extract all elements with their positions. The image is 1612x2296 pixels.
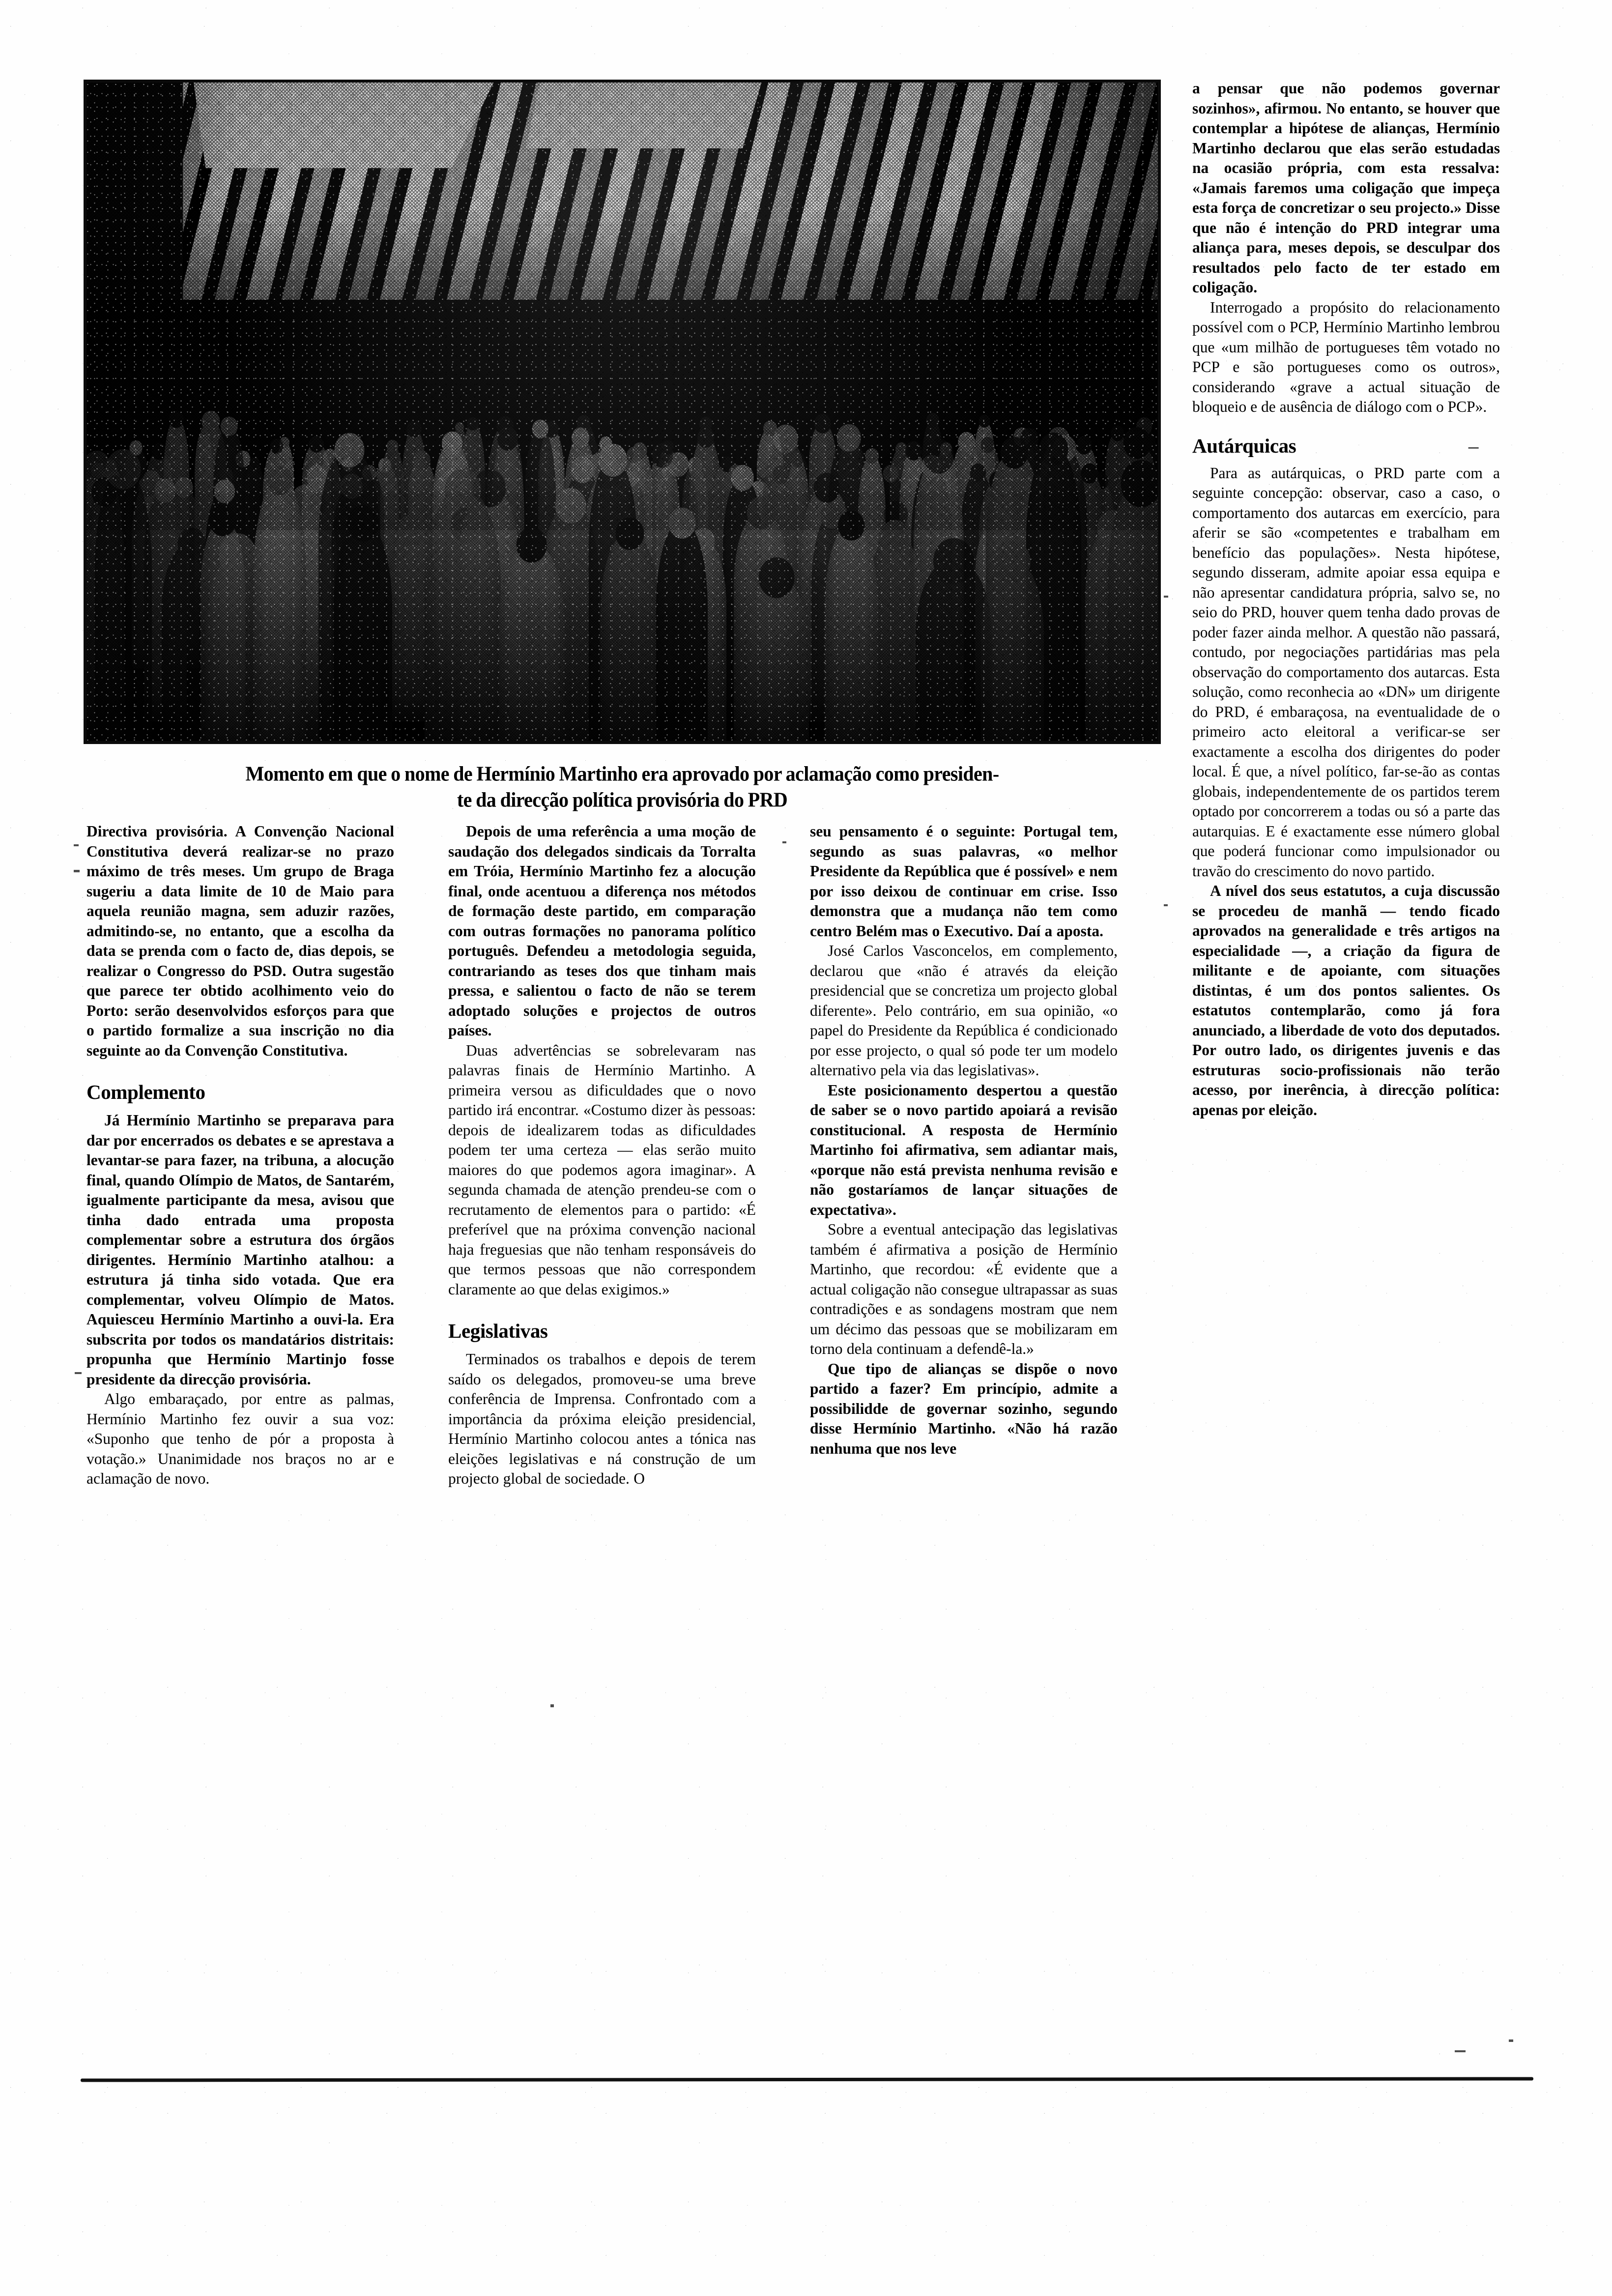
section-heading <box>448 1319 756 1343</box>
section-heading-label: Autárquicas <box>1192 434 1296 457</box>
body-paragraph: Já Hermínio Martinho se preparava para dar por encerrados os debates e se aprestava a levantar-se para fazer, na tribuna, a alocução final, quando Olímpio de Matos, de Santarém, igualmente participante da mesa, avisou que tinha dado entrada uma proposta complementar sobre a estrutura dos órgãos dirigentes. Hermínio Martinho atalhou: a estrutura já tinha sido votada. Que era complementar, volveu Olímpio de Matos. Aquiesceu Hermínio Martinho a ouvi-la. Era subscrita por todos os mandatários distritais: propunha que Hermínio Martinjo fosse presidente da direcção provisória. <box>86 1112 394 1388</box>
body-paragraph: Duas advertências se sobrelevaram nas palavras finais de Hermínio Martinho. A primeira versou as dificuldades que o novo partido irá encontrar. «Costumo dizer às pessoas: depois de idealizarem todas as dificuldades podem ter uma certeza — elas serão muito maiores do que podemos agora imaginar». A segunda chamada de atenção prendeu-se com o recrutamento de elementos para o partido: «É preferível que na próxima convenção nacional haja freguesias que não tenham responsáveis do que termos pessoas que não correspondem claramente ao que delas exigimos.» <box>448 1041 756 1298</box>
article-column-4 <box>1192 79 1500 1120</box>
scan-artifact <box>550 1704 554 1707</box>
scan-artifact <box>74 844 79 846</box>
body-paragraph: Algo embaraçado, por entre as palmas, Hermínio Martinho fez ouvir a sua voz: «Suponho que tenho de pór a proposta à votação.» Unanimidade nos braços no ar e aclamação de novo. <box>86 1390 394 1487</box>
body-paragraph: A nível dos seus estatutos, a cuja discussão se procedeu de manhã — tendo ficado aprovados na generalidade e três artigos na especialidade —, a criação da figura de militante e de apoiante, com situações distintas, é um dos pontos salientes. Os estatutos contemplarão, como já fora anunciado, a liberdade de voto dos deputados. Por outro lado, os dirigentes juvenis e das estruturas socio-profissionais não terão acesso, por inerência, à direcção política: apenas por eleição. <box>1192 882 1500 1119</box>
body-paragraph: Interrogado a propósito do relacionamento possível com o PCP, Hermínio Martinho lembrou que «um milhão de portugueses têm votado no PCP e são portugueses como os outros», considerando «grave a actual situação de bloqueio e de ausência de diálogo com o PCP». <box>1192 298 1500 415</box>
column-1 <box>86 822 394 2050</box>
scan-artifact <box>1509 2039 1513 2042</box>
scan-artifact <box>1164 596 1168 598</box>
scan-artifact <box>782 841 786 843</box>
body-paragraph: Terminados os trabalhos e depois de terem saído os delegados, promoveu-se uma breve conferência de Imprensa. Confrontado com a importância da próxima eleição presidencial, Hermínio Martinho colocou antes a tónica nas eleições legislativas e ná construção de um projecto global de sociedade. O <box>448 1350 756 1487</box>
photo-caption <box>86 761 1158 813</box>
heading-trailing-mark: – <box>1468 434 1478 457</box>
body-paragraph: seu pensamento é o seguinte: Portugal tem, segundo as suas palavras, «o melhor Presidente da República que é possível» e nem por isso deixou de continuar em crise. Isso demonstra que a mudança não tem como centro Belém mas o Executivo. Daí a aposta. <box>810 823 1118 940</box>
caption-line-1: Momento em que o nome de Hermínio Martinho era aprovado por aclamação como presiden- <box>245 762 999 785</box>
scan-artifact <box>1164 904 1168 906</box>
section-heading-label: Legislativas <box>448 1320 548 1342</box>
scan-artifact <box>74 870 80 872</box>
caption-line-2: te da direcção política provisória do PRD <box>457 788 788 811</box>
body-paragraph: Depois de uma referência a uma moção de saudação dos delegados sindicais da Torralta em Tróia, Hermínio Martinho fez a alocução final, onde acentuou a diferença nos métodos de formação deste partido, em comparação com outras formações no panorama político português. Defendeu a metodologia seguida, contrariando as teses dos que tinham mais pressa, e salientou o facto de não se terem adoptado soluções e projectos de outros países. <box>448 823 756 1039</box>
scan-artifact <box>1455 2050 1466 2052</box>
body-paragraph: Que tipo de alianças se dispõe o novo partido a fazer? Em princípio, admite a possibilidde de governar sozinho, segundo disse Hermínio Martinho. «Não há razão nenhuma que nos leve <box>810 1360 1118 1457</box>
body-paragraph: Este posicionamento despertou a questão de saber se o novo partido apoiará a revisão constitucional. A resposta de Hermínio Martinho foi afirmativa, sem adiantar mais, «porque não está prevista nenhuma revisão e não gostaríamos de lançar situações de expectativa». <box>810 1081 1118 1218</box>
bottom-rule <box>81 2077 1533 2082</box>
body-paragraph: José Carlos Vasconcelos, em complemento, declarou que «não é através da eleição presidencial que se concretiza um projecto global diferente». Pelo contrário, em sua opinião, «o papel do Presidente da República é condicionado por esse projecto, o qual só pode ter um modelo alternativo pela via das legislativas». <box>810 942 1118 1079</box>
body-paragraph: Para as autárquicas, o PRD parte com a seguinte concepção: observar, caso a caso, o comportamento dos autarcas em exercício, para aferir se são «competentes e trabalham em benefício das populações». Nesta hipótese, segundo disseram, admite apoiar essa equipa e não apresentar candidatura própria, salvo se, no seio do PRD, houver quem tenha dado provas de poder fazer ainda melhor. A questão não passará, contudo, por negociações partidárias mas pela observação do comportamento dos autarcas. Esta solução, como reconhecia ao «DN» um dirigente do PRD, é embaraçosa, na eventualidade de o primeiro acto eleitoral a verificar-se ser exactamente a escolha dos dirigentes do poder local. É que, a nível político, far-se-ão as contas globais, independentemente de os partidos terem optado por concorrerem a todas ou só a parte das autarquias. E é exactamente esse número global que poderá funcionar como impulsionador ou travão do crescimento do novo partido. <box>1192 464 1500 880</box>
body-paragraph: a pensar que não podemos governar sozinhos», afirmou. No entanto, se houver que contemplar a hipótese de alianças, Hermínio Martinho declarou que elas serão estudadas na ocasião própria, com esta ressalva: «Jamais faremos uma coligação que impeça esta força de concretizar o seu projecto.» Disse que não é intenção do PRD integrar uma aliança para, meses depois, se desculpar dos resultados pelo facto de ter estado em coligação. <box>1192 80 1500 296</box>
section-heading <box>86 1080 394 1104</box>
body-paragraph: Sobre a eventual antecipação das legislativas também é afirmativa a posição de Hermínio Martinho, que recordou: «É evidente que a actual coligação não consegue ultrapassar as suas contradições e as sondagens mostram que nem um décimo das pessoas que se mobilizaram em torno dela continuam a defendê-la.» <box>810 1221 1118 1357</box>
column-3 <box>810 822 1118 2050</box>
column-2 <box>448 822 756 2050</box>
article-photo <box>86 83 1158 741</box>
photo-vignette <box>86 83 1158 741</box>
body-paragraph: Directiva provisória. A Convenção Nacional Constitutiva deverá realizar-se no prazo máximo de três meses. Um grupo de Braga sugeriu a data limite de 10 de Maio para aquela reunião magna, sem aduzir razões, admitindo-se, no entanto, que a escolha da data se prenda com o facto de, dias depois, se realizar o Congresso do PSD. Outra sugestão que parece ter obtido acolhimento veio do Porto: serão desenvolvidos esforços para que o partido formalize a sua inscrição no dia seguinte ao da Convenção Constitutiva. <box>86 823 394 1059</box>
section-heading-label: Complemento <box>86 1081 205 1103</box>
section-heading <box>1192 434 1500 458</box>
scan-artifact <box>75 1372 82 1374</box>
